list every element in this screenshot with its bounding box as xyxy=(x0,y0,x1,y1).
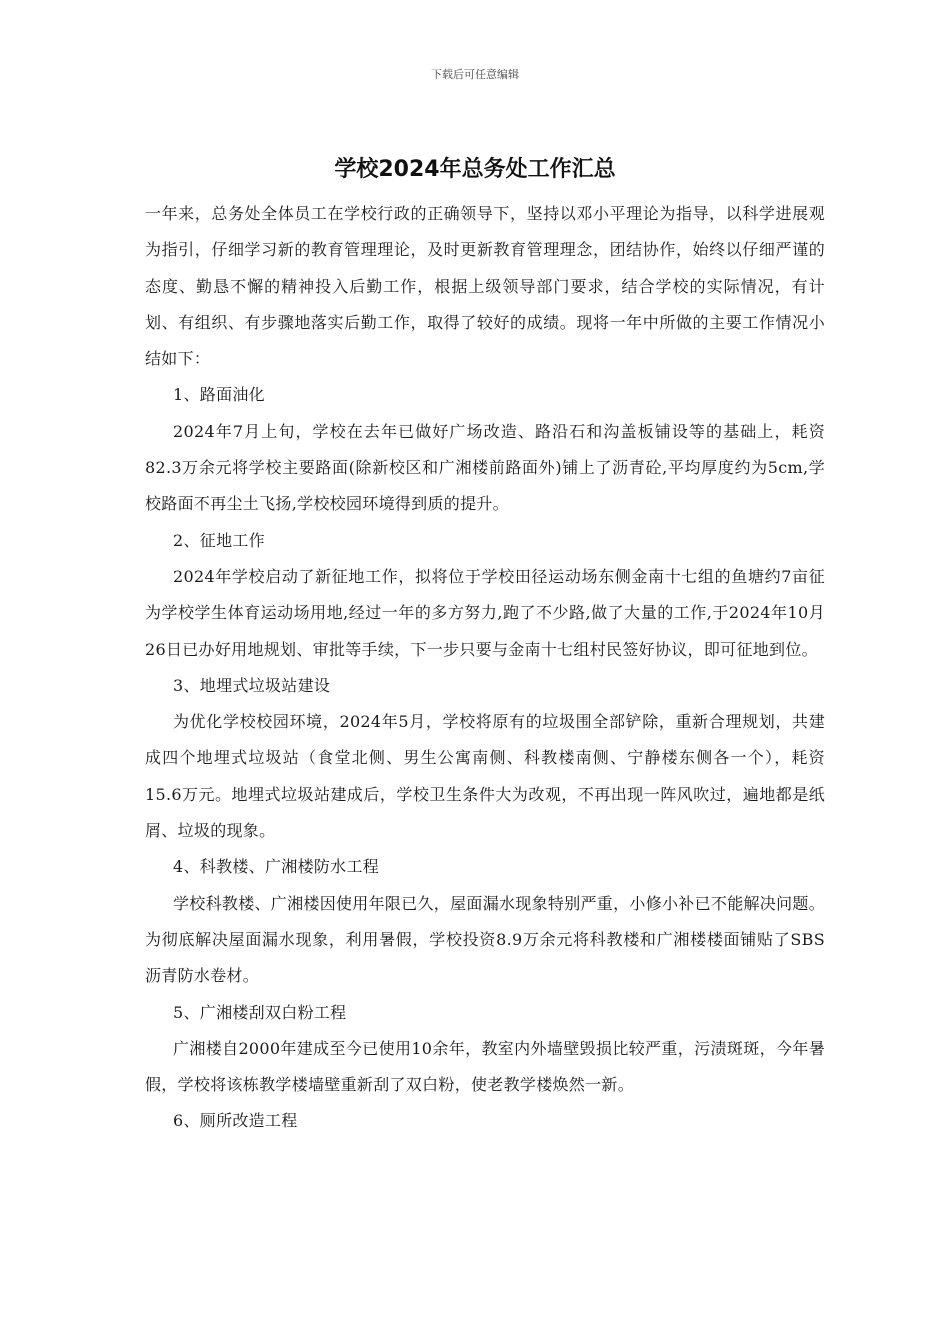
intro-paragraph: 一年来，总务处全体员工在学校行政的正确领导下，坚持以邓小平理论为指导，以科学进展观为指引，仔细学习新的教育管理理论，及时更新教育管理理念，团结协作，始终以仔细严谨的态度、勤恳不懈的精神投入后勤工作，根据上级领导部门要求，结合学校的实际情况，有计划、有组织、有步骤地落实后勤工作，取得了较好的成绩。现将一年中所做的主要工作情况小结如下： xyxy=(145,204,825,369)
section-body: 为优化学校校园环境，2024年5月，学校将原有的垃圾围全部铲除，重新合理规划，共建成四个地埋式垃圾站（食堂北侧、男生公寓南侧、科教楼南侧、宁静楼东侧各一个），耗资15.6万元。地埋式垃圾站建成后，学校卫生条件大为改观，不再出现一阵风吹过，遍地都是纸屑、垃圾的现象。 xyxy=(145,712,825,841)
section-body: 2024年学校启动了新征地工作，拟将位于学校田径运动场东侧金南十七组的鱼塘约7亩征为学校学生体育运动场用地,经过一年的多方努力,跑了不少路,做了大量的工作,于2024年10月26日已办好用地规划、审批等手续，下一步只要与金南十七组村民签好协议，即可征地到位。 xyxy=(145,566,825,659)
section-heading: 3、地埋式垃圾站建设 xyxy=(173,675,331,695)
document-body xyxy=(145,196,825,1140)
section-heading: 4、科教楼、广湘楼防水工程 xyxy=(173,857,380,877)
section-heading: 5、广湘楼刮双白粉工程 xyxy=(173,1002,347,1022)
section-heading: 6、厕所改造工程 xyxy=(173,1111,298,1131)
section-body: 学校科教楼、广湘楼因使用年限已久，屋面漏水现象特别严重，小修小补已不能解决问题。为彻底解决屋面漏水现象，利用暑假，学校投资8.9万余元将科教楼和广湘楼楼面铺贴了SBS沥青防水卷材。 xyxy=(145,893,826,986)
section-body: 广湘楼自2000年建成至今已使用10余年，教室内外墙壁毁损比较严重，污渍斑斑，今年暑假，学校将该栋教学楼墙壁重新刮了双白粉，使老教学楼焕然一新。 xyxy=(145,1038,825,1095)
page-header-note: 下载后可任意编辑 xyxy=(431,68,519,81)
section-heading: 2、征地工作 xyxy=(173,530,265,550)
section-body: 2024年7月上旬，学校在去年已做好广场改造、路沿石和沟盖板铺设等的基础上，耗资82.3万余元将学校主要路面(除新校区和广湘楼前路面外)铺上了沥青砼,平均厚度约为5cm,学校路面不再尘土飞扬,学校校园环境得到质的提升。 xyxy=(145,421,825,514)
section-heading: 1、路面油化 xyxy=(173,385,265,405)
document-title: 学校2024年总务处工作汇总 xyxy=(334,157,616,182)
